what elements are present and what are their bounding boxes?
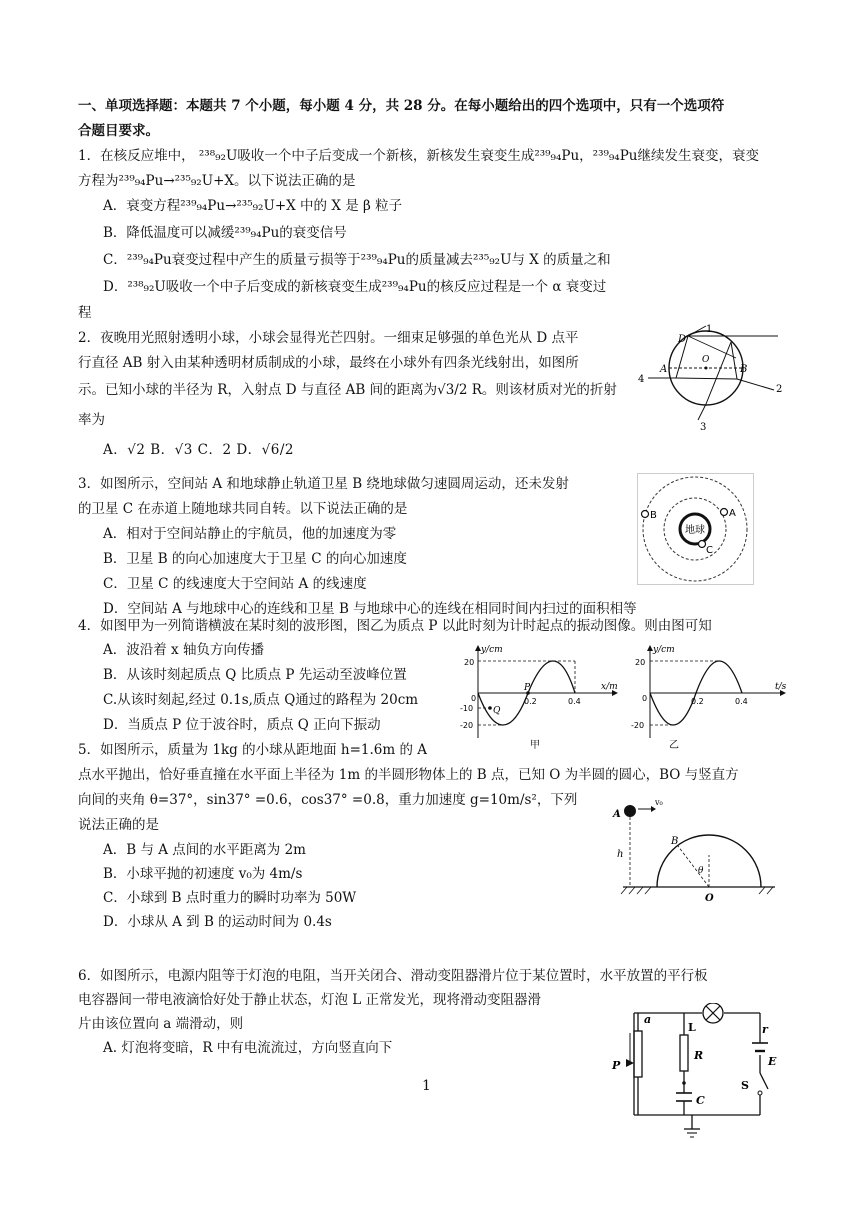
q1-stem: 1．在核反应堆中， ²³⁸₉₂U吸收一个中子后变成一个新核，新核发生衰变生成²³⁹₉₄Pu，²³⁹₉₄Pu继续发生衰变，衰变 — [78, 148, 759, 164]
ray-3 — [698, 404, 706, 420]
q4-vibration-figure — [625, 643, 795, 753]
q4-wave-figure — [460, 643, 620, 753]
label-p: P — [612, 1059, 621, 1072]
label-v0: v₀ — [655, 798, 663, 807]
q5-option-a: A．B 与 A 点间的水平距离为 2m — [103, 842, 306, 858]
x-axis-label: x/m — [601, 682, 618, 692]
q6-stem-2: 电容器间一带电液滴恰好处于静止状态，灯泡 L 正常发光，现将滑动变阻器滑 — [78, 992, 542, 1008]
q2-sphere-figure — [636, 322, 786, 432]
t-axis-label: t/s — [775, 682, 787, 692]
q5-option-c: C．小球到 B 点时重力的瞬时功率为 50W — [103, 890, 357, 906]
q5-option-d: D．小球从 A 到 B 的运动时间为 0.4s — [103, 914, 332, 930]
label-a: A — [660, 364, 668, 375]
svg-text:20: 20 — [635, 658, 646, 667]
q3-option-b: B．卫星 B 的向心加速度大于卫星 C 的向心加速度 — [103, 551, 407, 567]
q3-stem-2: 的卫星 C 在赤道上随地球共同自转。以下说法正确的是 — [78, 501, 408, 517]
label-theta: θ — [698, 866, 704, 876]
station-a — [721, 509, 728, 516]
q2-stem-4: 率为 — [78, 412, 105, 428]
label-s: S — [741, 1079, 749, 1092]
q1-option-d: D．²³⁸₉₂U吸收一个中子后变成的新核衰变生成²³⁹₉₄Pu的核反应过程是一个 α 衰变过 — [103, 279, 607, 295]
svg-text:0: 0 — [471, 694, 477, 703]
caption-yi: 乙 — [669, 740, 679, 751]
svg-text:0.4: 0.4 — [735, 697, 748, 706]
svg-text:0: 0 — [642, 694, 648, 703]
q1-stem-cont: 方程为²³⁹₉₄Pu→²³⁵₉₂U+X。以下说法正确的是 — [78, 173, 356, 189]
label-o: O — [702, 355, 710, 365]
label-r: R — [694, 1049, 704, 1062]
q5-stem-2: 点水平抛出，恰好垂直撞在水平面上半径为 1m 的半圆形物体上的 B 点，已知 O 为半圆的圆心，BO 与竖直方 — [78, 767, 739, 783]
label-3: 3 — [700, 422, 707, 432]
q4-option-a: A．波沿着 x 轴负方向传播 — [103, 642, 264, 658]
label-c: C — [706, 545, 713, 556]
q3-stem: 3．如图所示，空间站 A 和地球静止轨道卫星 B 绕地球做匀速圆周运动，还未发射 — [78, 476, 569, 492]
label-1: 1 — [706, 324, 713, 335]
svg-text:-20: -20 — [631, 721, 645, 730]
q1-option-a: A．衰变方程²³⁹₉₄Pu→²³⁵₉₂U+X 中的 X 是 β 粒子 — [103, 198, 403, 214]
q2-options: A．√2 B．√3 C．2 D．√6/2 — [103, 442, 294, 458]
q2-stem: 2．夜晚用光照射透明小球，小球会显得光芒四射。一细束足够强的单色光从 D 点平 — [78, 330, 579, 346]
satellite-c — [699, 541, 706, 548]
q5-stem-4: 说法正确的是 — [78, 817, 159, 833]
svg-text:0.2: 0.2 — [691, 697, 704, 706]
q3-option-c: C．卫星 C 的线速度大于空间站 A 的线速度 — [103, 576, 367, 592]
q3-option-a: A．相对于空间站静止的宇航员，他的加速度为零 — [103, 526, 397, 542]
label-b: B — [650, 510, 657, 521]
q3-option-d: D．空间站 A 与地球中心的连线和卫星 B 与地球中心的连线在相同时间内扫过的面积相等 — [103, 601, 637, 617]
q4-option-c: C.从该时刻起,经过 0.1s,质点 Q通过的路程为 20cm — [103, 692, 419, 708]
q4-option-b: B．从该时刻起质点 Q 比质点 P 先运动至波峰位置 — [103, 667, 407, 683]
q6-option-a: A. 灯泡将变暗，R 中有电流流过，方向竖直向下 — [103, 1040, 393, 1056]
earth-label: 地球 — [685, 525, 705, 536]
label-a: a — [644, 1013, 652, 1026]
q1-option-c: C．²³⁹₉₄Pu衰变过程中产生的质量亏损等于²³⁹₉₄Pu的质量减去²³⁵₉₂U与 X 的质量之和 — [103, 252, 611, 268]
label-a: A — [729, 508, 736, 519]
q4-stem: 4．如图甲为一列简谐横波在某时刻的波形图，图乙为质点 P 以此时刻为计时起点的振动图像。则由图可知 — [78, 618, 712, 634]
svg-text:0.4: 0.4 — [568, 697, 581, 706]
label-l: L — [688, 1021, 696, 1034]
label-4: 4 — [638, 374, 645, 385]
label-a: A — [613, 809, 621, 820]
q5-stem: 5．如图所示，质量为 1kg 的小球从距地面 h=1.6m 的 A — [78, 742, 427, 758]
page-number: 1 — [422, 1078, 431, 1094]
q6-circuit-figure — [608, 1003, 788, 1148]
q2-stem-3: 示。已知小球的半径为 R，入射点 D 与直径 AB 间的距离为√3/2 R。则该材质对光的折射 — [78, 382, 617, 398]
q3-orbit-figure — [637, 473, 754, 585]
ball — [624, 805, 636, 817]
label-q: Q — [493, 706, 501, 716]
section-heading-cont: 合题目要求。 — [78, 123, 159, 139]
label-2: 2 — [776, 384, 783, 395]
q5-projectile-figure — [605, 795, 785, 910]
y-axis-label: y/cm — [481, 645, 503, 655]
q1-option-b: B．降低温度可以减缓²³⁹₉₄Pu的衰变信号 — [103, 225, 347, 241]
svg-text:-10: -10 — [460, 704, 474, 713]
svg-text:20: 20 — [464, 658, 475, 667]
y-axis-label: y/cm — [653, 645, 675, 655]
q2-stem-2: 行直径 AB 射入由某种透明材质制成的小球，最终在小球外有四条光线射出，如图所 — [78, 355, 579, 371]
q5-option-b: B．小球平抛的初速度 v₀为 4m/s — [103, 866, 303, 882]
label-r-internal: r — [762, 1023, 768, 1036]
label-b: B — [671, 836, 679, 847]
q6-stem: 6．如图所示，电源内阻等于灯泡的电阻，当开关闭合、滑动变阻器滑片位于某位置时，水平放置的平行板 — [78, 968, 708, 984]
label-c: C — [696, 1094, 705, 1107]
q5-stem-3: 向间的夹角 θ=37°，sin37° =0.6，cos37° =0.8，重力加速度 g=10m/s²，下列 — [78, 792, 578, 808]
label-b: B — [740, 364, 748, 375]
section-heading: 一、单项选择题：本题共 7 个小题，每小题 4 分，共 28 分。在每小题给出的四个选项中，只有一个选项符 — [78, 98, 725, 114]
svg-text:0.2: 0.2 — [524, 697, 537, 706]
ray-2 — [737, 379, 774, 390]
caption-jia: 甲 — [530, 740, 540, 751]
q6-stem-3: 片由该位置向 a 端滑动，则 — [78, 1016, 244, 1032]
satellite-b — [642, 511, 649, 518]
q1-option-d-cont: 程 — [78, 305, 92, 321]
label-o: O — [705, 893, 714, 904]
q4-option-d: D．当质点 P 位于波谷时，质点 Q 正向下振动 — [103, 717, 381, 733]
label-e: E — [768, 1055, 777, 1068]
label-d: D — [678, 334, 687, 345]
svg-text:-20: -20 — [460, 721, 474, 730]
label-p: P — [524, 683, 531, 693]
label-h: h — [617, 849, 624, 860]
